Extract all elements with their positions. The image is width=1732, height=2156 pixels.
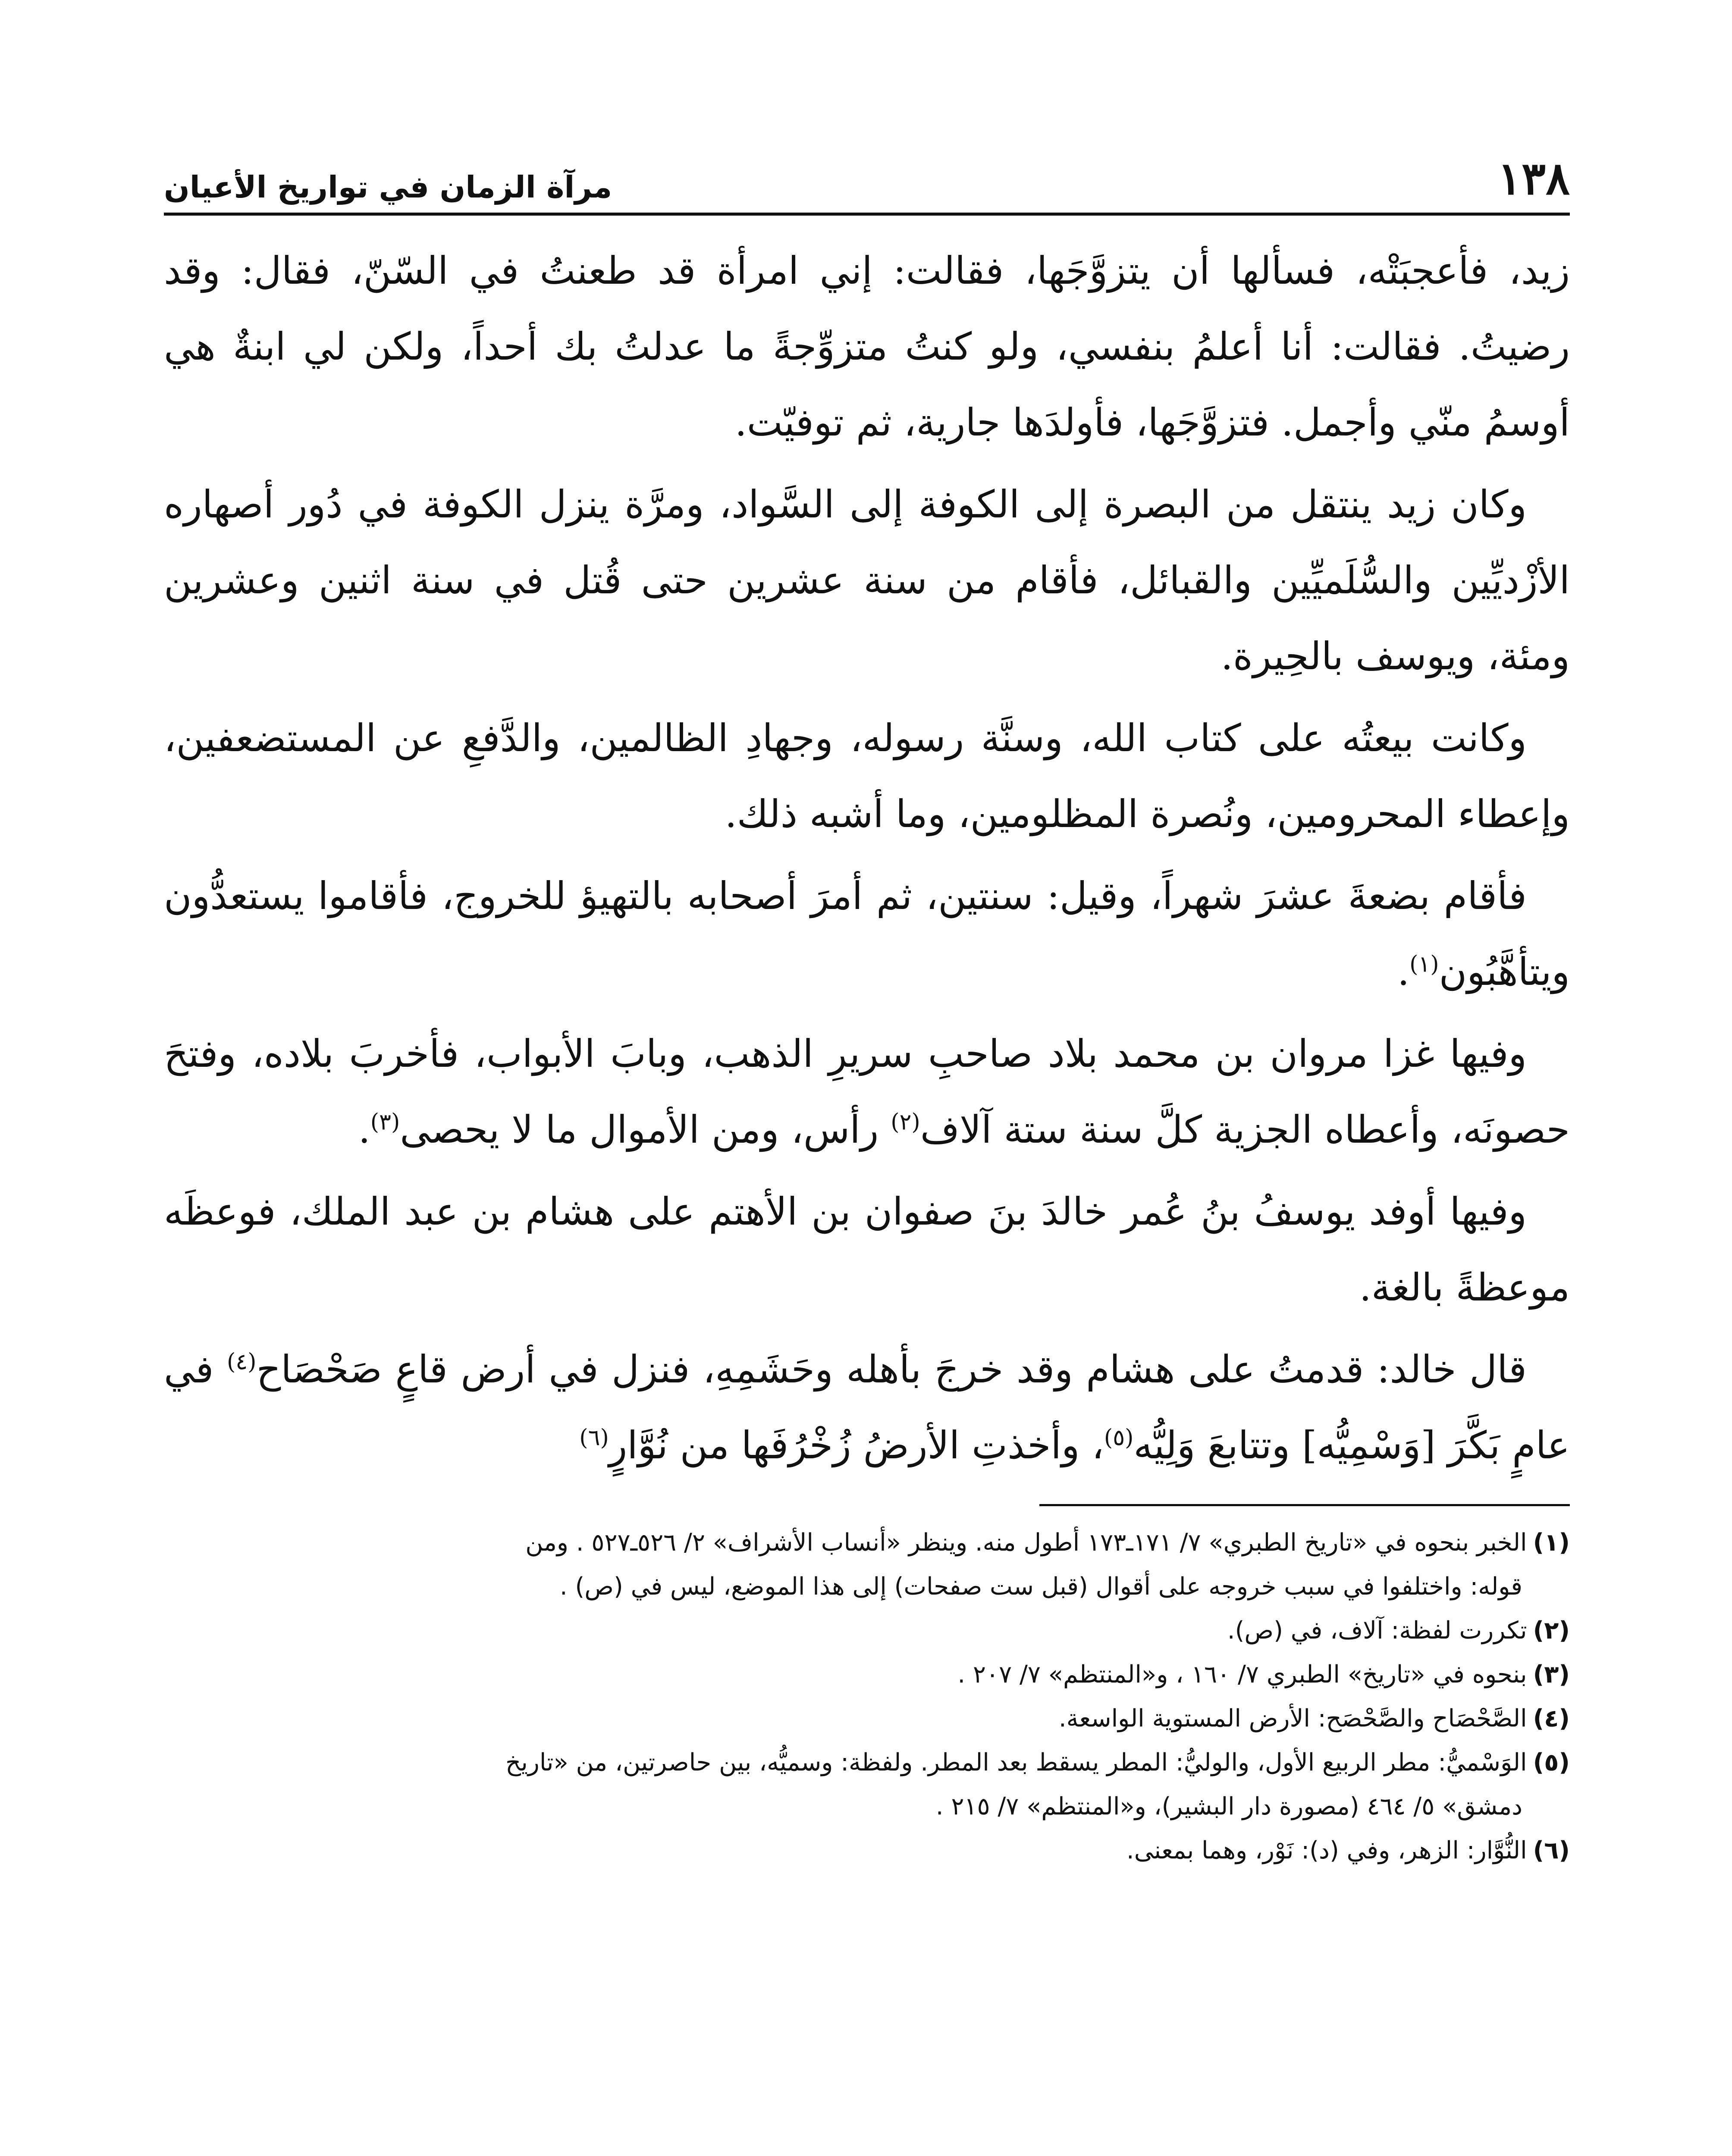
footnote-ref-2: (٢) xyxy=(891,1109,920,1135)
footnote-ref-5: (٥) xyxy=(1104,1425,1134,1451)
footnote-2 xyxy=(164,1609,1570,1653)
footnote-ref-6: (٦) xyxy=(579,1425,609,1451)
footnote-ref-3: (٣) xyxy=(370,1109,400,1135)
paragraph-2: وكان زيد ينتقل من البصرة إلى الكوفة إلى السَّواد، ومرَّة ينزل الكوفة في دُور أصهاره الأزْديِّين والسُّلَميِّين والقبائل، فأقام من سنة عشرين حتى قُتل في سنة اثنين وعشرين ومئة، ويوسف بالحِيرة. xyxy=(164,482,1570,678)
page-header xyxy=(164,142,1570,216)
footnote-1-number: (١) xyxy=(1533,1529,1570,1557)
paragraph-7-text-c: ، وأخذتِ الأرضُ زُخْرُفَها من نُوَّارٍ xyxy=(609,1423,1104,1467)
footnote-3-number: (٣) xyxy=(1533,1661,1570,1689)
footnote-2-text: تكررت لفظة: آلاف، في (ص). xyxy=(1227,1617,1527,1645)
footnote-ref-4: (٤) xyxy=(226,1349,257,1375)
footnote-5-text: الوَسْميُّ: مطر الربيع الأول، والوليُّ: المطر يسقط بعد المطر. ولفظة: وسميُّه، بين حاصرتين، من «تاريخ xyxy=(505,1749,1527,1777)
footnote-ref-1: (١) xyxy=(1409,951,1439,978)
book-page xyxy=(164,142,1570,2156)
footnote-3 xyxy=(164,1653,1570,1697)
running-title: مرآة الزمان في تواريخ الأعيان xyxy=(164,169,612,205)
paragraph-6: وفيها أوفد يوسفُ بنُ عُمر خالدَ بنَ صفوان بن الأهتم على هشام بن عبد الملك، فوعظَه موعظةً بالغة. xyxy=(164,1189,1570,1310)
paragraph-3: وكانت بيعتُه على كتاب الله، وسنَّة رسوله، وجهادِ الظالمين، والدَّفعِ عن المستضعفين، وإعطاء المحرومين، ونُصرة المظلومين، وما أشبه ذلك. xyxy=(164,716,1570,836)
paragraph-4-text: فأقام بضعةَ عشرَ شهراً، وقيل: سنتين، ثم أمرَ أصحابه بالتهيؤ للخروج، فأقاموا يستعدُّون ويتأهَّبُون xyxy=(164,874,1570,994)
paragraph-5 xyxy=(164,1016,1570,1168)
main-text xyxy=(164,233,1570,1483)
footnote-2-number: (٢) xyxy=(1533,1617,1570,1645)
paragraph-4 xyxy=(164,858,1570,1010)
paragraph-1: زيد، فأعجبَتْه، فسألها أن يتزوَّجَها، فقالت: إني امرأة قد طعنتُ في السّنّ، فقال: وقد رضيتُ. فقالت: أنا أعلمُ بنفسي، ولو كنتُ متزوِّجةً ما عدلتُ بك أحداً، ولكن لي ابنةٌ هي أوسمُ منّي وأجمل. فتزوَّجَها، فأولدَها جارية، ثم توفيّت. xyxy=(164,248,1570,445)
footnote-1-text: الخبر بنحوه في «تاريخ الطبري» ٧/ ١٧١ـ١٧٣ أطول منه. وينظر «أنساب الأشراف» ٢/ ٥٢٦ـ٥٢٧ . ومن xyxy=(525,1529,1527,1557)
footnote-6 xyxy=(164,1829,1570,1873)
footnotes xyxy=(164,1521,1570,1873)
footnote-separator xyxy=(1039,1504,1570,1506)
footnote-5-continued: دمشق» ٥/ ٤٦٤ (مصورة دار البشير)، و«المنتظم» ٧/ ٢١٥ . xyxy=(935,1792,1522,1821)
paragraph-5-text-b: رأس، ومن الأموال ما لا يحصى xyxy=(400,1107,891,1152)
paragraph-5-end: . xyxy=(358,1107,370,1152)
paragraph-5-text-a: وفيها غزا مروان بن محمد بلاد صاحبِ سريرِ الذهب، وبابَ الأبواب، فأخربَ بلاده، وفتحَ حصونَه، وأعطاه الجزية كلَّ سنة ستة آلاف xyxy=(164,1031,1570,1152)
footnote-6-number: (٦) xyxy=(1533,1836,1570,1865)
paragraph-7-text-a: قال خالد: قدمتُ على هشام وقد خرجَ بأهله وحَشَمِهِ، فنزل في أرض قاعٍ صَحْصَاح xyxy=(256,1347,1527,1391)
footnote-6-text: النُّوَّار: الزهر، وفي (د): نَوْر، وهما بمعنى. xyxy=(1126,1836,1527,1865)
footnote-1-continued: قوله: واختلفوا في سبب خروجه على أقوال (قبل ست صفحات) إلى هذا الموضع، ليس في (ص) . xyxy=(559,1573,1522,1601)
footnote-5-number: (٥) xyxy=(1533,1749,1570,1777)
footnote-5 xyxy=(164,1741,1570,1785)
paragraph-7-text-b: في عامٍ بَكَّرَ [وَسْمِيُّه] وتتابعَ وَلِيُّه xyxy=(164,1347,1570,1467)
paragraph-4-end: . xyxy=(1397,950,1410,994)
page-number: ١٣٨ xyxy=(1497,152,1570,205)
paragraph-7 xyxy=(164,1332,1570,1483)
footnote-1 xyxy=(164,1521,1570,1565)
footnote-4 xyxy=(164,1697,1570,1741)
footnote-4-text: الصَّحْصَاح والصَّحْصَح: الأرض المستوية الواسعة. xyxy=(1058,1705,1527,1733)
footnote-3-text: بنحوه في «تاريخ» الطبري ٧/ ١٦٠ ، و«المنتظم» ٧/ ٢٠٧ . xyxy=(957,1661,1527,1689)
footnote-4-number: (٤) xyxy=(1533,1705,1570,1733)
